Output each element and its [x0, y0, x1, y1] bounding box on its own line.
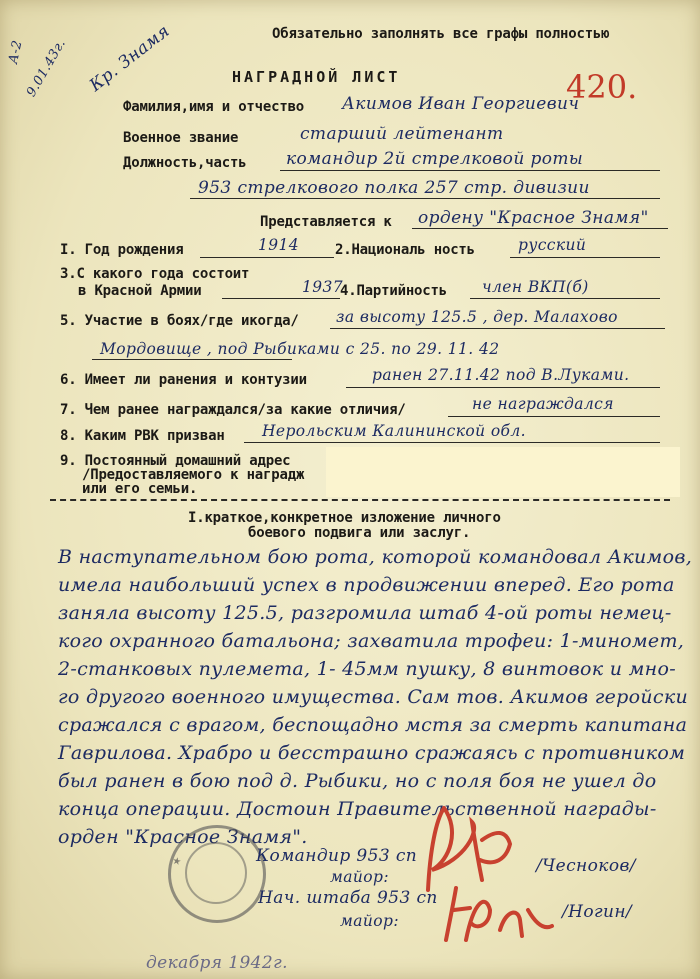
fill-all-fields-notice: Обязательно заполнять все графы полностью: [272, 26, 610, 42]
field-5-underline-1: [330, 328, 665, 329]
narrative-line-11: орден "Красное Знамя".: [58, 826, 308, 848]
field-5-value-line-2: Мордовище , под Рыбиками с 25. по 29. 11. 42: [100, 340, 500, 358]
field-2-value: русский: [518, 236, 587, 254]
section-heading-line-1: I.краткое,конкретное изложение личного: [188, 510, 501, 526]
narrative-line-1: В наступательном бою рота, которой командовал Акимов,: [58, 546, 693, 568]
field-3-underline: [222, 298, 340, 299]
chief-of-staff-title: Нач. штаба 953 сп: [258, 888, 438, 908]
field-1-value: 1914: [258, 236, 300, 254]
field-2-underline: [510, 257, 660, 258]
field-5-value-line-1: за высоту 125.5 , дер. Малахово: [336, 308, 618, 326]
field-3-label-line-1: 3.С какого года состоит: [60, 266, 250, 282]
field-8-underline: [244, 442, 660, 443]
field-4-label: 4.Партийность: [340, 283, 447, 299]
round-seal-stamp: ★: [168, 825, 266, 923]
nomination-label: Представляется к: [260, 214, 392, 230]
field-8-label: 8. Каким РВК призван: [60, 428, 225, 444]
commander-title: Командир 953 сп: [256, 846, 418, 866]
narrative-line-7: сражался с врагом, беспощадно мстя за смерть капитана: [58, 714, 688, 736]
narrative-line-4: кого охранного батальона; захватила трофеи: 1-миномет,: [58, 630, 685, 652]
field-3-value: 1937: [302, 278, 344, 296]
field-9-label-line-2: /Предоставляемого к наградж: [82, 467, 305, 483]
corner-note-award: Кр. Знамя: [86, 21, 174, 96]
post-value-line-2: 953 стрелкового полка 257 стр. дивизии: [198, 178, 590, 198]
field-3-label-line-2: в Красной Армии: [78, 283, 202, 299]
field-6-underline: [346, 387, 660, 388]
field-5-underline-2: [92, 359, 292, 360]
nomination-value: ордену "Красное Знамя": [418, 208, 649, 228]
field-1-label: I. Год рождения: [60, 242, 184, 258]
narrative-line-8: Гаврилова. Храбро и бесстрашно сражаясь с противником: [58, 742, 686, 764]
redacted-address-block: [326, 447, 680, 497]
rank-label: Военное звание: [123, 130, 239, 146]
chief-of-staff-name: /Ногин/: [562, 902, 633, 922]
field-2-label: 2.Националь ность: [335, 242, 475, 258]
field-4-value: член ВКП(б): [482, 278, 589, 296]
nomination-underline: [412, 228, 668, 229]
chief-of-staff-signature: [440, 880, 560, 950]
field-9-label-line-3: или его семьи.: [82, 481, 198, 497]
field-1-underline: [200, 257, 334, 258]
corner-note-date: 9.01.43г.: [24, 36, 69, 100]
field-8-value: Нерольским Калининской обл.: [262, 422, 527, 440]
narrative-line-6: го другого военного имущества. Сам тов. Акимов геройски: [58, 686, 689, 708]
field-6-label: 6. Имеет ли ранения и контузии: [60, 372, 307, 388]
narrative-line-2: имела наибольший успех в продвижении вперед. Его рота: [58, 574, 675, 596]
post-underline-2: [190, 198, 660, 199]
fio-value: Акимов Иван Георгиевич: [342, 94, 580, 114]
field-9-label-line-1: 9. Постоянный домашний адрес: [60, 453, 291, 469]
commander-name: /Чесноков/: [536, 856, 636, 876]
narrative-line-3: заняла высоту 125.5, разгромила штаб 4-ой роты немец-: [58, 602, 672, 624]
sheet-number: 420.: [566, 68, 638, 106]
field-5-label: 5. Участие в боях/где икогда/: [60, 313, 299, 329]
post-label: Должность,часть: [123, 155, 247, 171]
document-title: НАГРАДНОЙ ЛИСТ: [232, 68, 401, 86]
fio-label: Фамилия,имя и отчество: [123, 99, 305, 115]
post-value-line-1: командир 2й стрелковой роты: [286, 149, 584, 169]
signature-date: декабря 1942г.: [146, 953, 288, 973]
field-7-label: 7. Чем ранее награждался/за какие отличия/: [60, 402, 406, 418]
narrative-line-9: был ранен в бою под д. Рыбики, но с поля боя не ушел до: [58, 770, 657, 792]
section-separator: [50, 499, 670, 501]
rank-value: старший лейтенант: [300, 124, 504, 144]
narrative-line-10: конца операции. Достоин Правительственной награды-: [58, 798, 657, 820]
post-underline-1: [280, 170, 660, 171]
chief-of-staff-rank: майор:: [340, 912, 399, 930]
corner-note-archive-code: А-2: [6, 38, 26, 66]
narrative-line-5: 2-станковых пулемета, 1- 45мм пушку, 8 винтовок и мно-: [58, 658, 676, 680]
field-4-underline: [470, 298, 660, 299]
field-6-value: ранен 27.11.42 под В.Луками.: [372, 366, 630, 384]
commander-rank: майор:: [330, 868, 389, 886]
field-7-value: не награждался: [472, 395, 614, 413]
field-7-underline: [448, 416, 660, 417]
section-heading-line-2: боевого подвига или заслуг.: [248, 525, 471, 541]
